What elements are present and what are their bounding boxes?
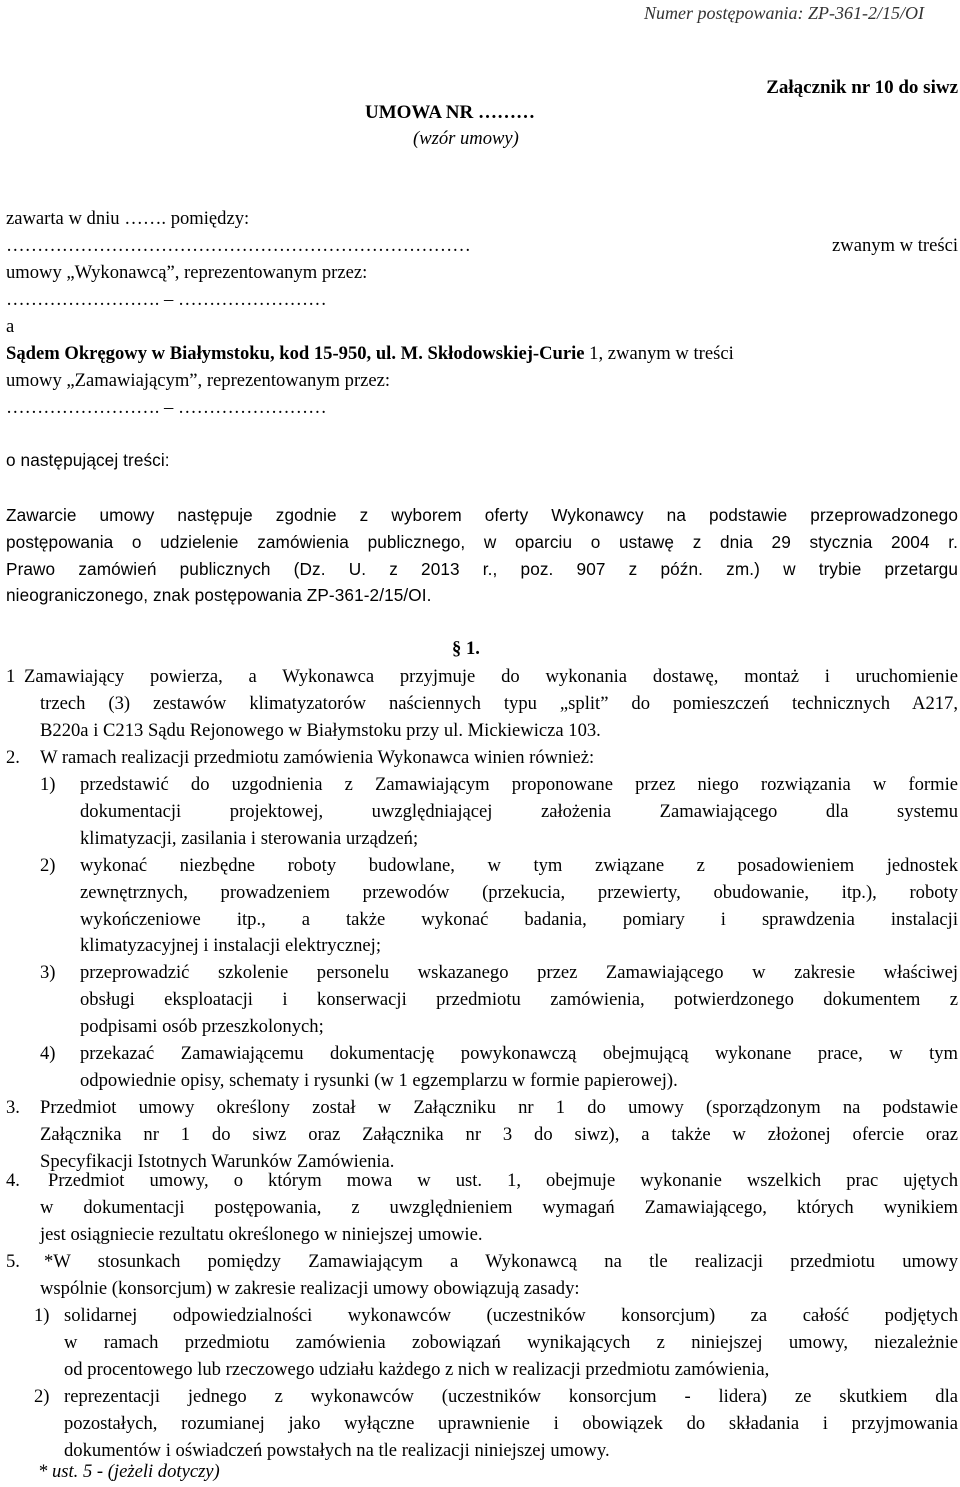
- item-number: 1): [40, 774, 56, 795]
- item-line: w ramach przedmiotu zamówienia zobowiązań wynikających z niniejszej umowy, niezależnie: [64, 1331, 958, 1353]
- intro-paragraph: [6, 502, 958, 609]
- annex-label: Załącznik nr 10 do siwz: [766, 77, 958, 98]
- item-number: 1): [34, 1305, 50, 1326]
- item-line: przedstawić do uzgodnienia z Zamawiającym proponowane przez niego rozwiązania w formie: [80, 774, 958, 795]
- clause-3: [40, 1095, 958, 1175]
- clause-line: Zamawiający powierza, a Wykonawca przyjmuje do wykonania dostawę, montaż i uruchomienie: [24, 666, 958, 687]
- item-line: pozostałych, rozumianej jako wyłączne uprawnienie i obowiązek do składania i przyjmowania: [64, 1412, 958, 1434]
- clause-line: *W stosunkach pomiędzy Zamawiającym a Wykonawcą na tle realizacji przedmiotu umowy: [44, 1251, 958, 1272]
- clause-line: B220a i C213 Sądu Rejonowego w Białymstoku przy ul. Mickiewicza 103.: [40, 719, 601, 741]
- item-number: 4): [40, 1043, 56, 1064]
- ordering-party-called: 1, zwanym w treści: [584, 343, 734, 364]
- footnote: * ust. 5 - (jeżeli dotyczy): [38, 1461, 220, 1482]
- clause-number: 5.: [6, 1251, 20, 1272]
- item-line: podpisami osób przeszkolonych;: [80, 1015, 324, 1037]
- item-line: wykonać niezbędne roboty budowlane, w tym związane z posadowieniem jednostek: [80, 855, 958, 876]
- contractor-dots: …………………………………………………………………: [6, 235, 471, 256]
- clause-number: 1: [6, 666, 16, 687]
- clause-line: Załącznika nr 1 do siwz oraz Załącznika nr 3 do siwz), a także w złożonej ofercie oraz: [40, 1123, 958, 1145]
- intro-line: postępowania o udzielenie zamówienia publicznego, w oparciu o ustawę z dnia 29 stycznia 2004 r.: [6, 531, 958, 552]
- ordering-party-representation: umowy „Zamawiającym”, reprezentowanym przez:: [6, 370, 391, 391]
- item-line: od procentowego lub rzeczowego udziału każdego z nich w realizacji przedmiotu zamówienia,: [64, 1358, 770, 1380]
- procedure-number: Numer postępowania: ZP-361-2/15/OI: [644, 3, 924, 23]
- item-line: klimatyzacji, zasilania i sterowania urządzeń;: [80, 827, 419, 849]
- clause-line: jest osiągniecie rezultatu określonego w niniejszej umowie.: [40, 1223, 483, 1245]
- clause-line: trzech (3) zestawów klimatyzatorów naściennych typu „split” do pomieszczeń technicznych A217,: [40, 693, 958, 714]
- intro-line: Zawarcie umowy następuje zgodnie z wyborem oferty Wykonawcy na podstawie przeprowadzonego: [6, 505, 958, 525]
- contract-subtitle: (wzór umowy): [413, 128, 519, 149]
- item-line: reprezentacji jednego z wykonawców (uczestników konsorcjum - lidera) ze skutkiem dla: [64, 1386, 958, 1407]
- item-line: przeprowadzić szkolenie personelu wskazanego przez Zamawiającego w zakresie właściwej: [80, 962, 958, 983]
- clause-2-item-4: [80, 1041, 958, 1095]
- clause-4: [48, 1168, 958, 1195]
- clause-line: Przedmiot umowy określony został w Załączniku nr 1 do umowy (sporządzonym na podstawie: [40, 1097, 958, 1118]
- item-number: 2): [40, 855, 56, 876]
- clause-line: w dokumentacji postępowania, z uwzględnieniem wymagań Zamawiającego, których wynikiem: [40, 1197, 958, 1218]
- clause-1: [24, 664, 958, 691]
- item-line: przekazać Zamawiającemu dokumentację powykonawczą obejmującą wykonane prace, w tym: [80, 1043, 958, 1064]
- clause-number: 4.: [6, 1170, 20, 1191]
- ordering-party-line: [6, 341, 958, 368]
- clause-4-cont: [40, 1195, 958, 1249]
- clause-5-item-1: [64, 1303, 958, 1383]
- ordering-party-name: Sądem Okręgowy w Białymstoku, kod 15-950, ul. M. Skłodowskiej-Curie: [6, 343, 585, 364]
- item-line: dokumentacji projektowej, uwzględniającej założenia Zamawiającego dla systemu: [80, 800, 958, 822]
- item-line: dokumentów i oświadczeń powstałych na tle realizacji niniejszej umowy.: [64, 1439, 610, 1461]
- contractor-called-label: zwanym w treści: [832, 235, 958, 256]
- following-content-label: o następującej treści:: [6, 450, 170, 470]
- contractor-representative-dots: ……………………. – ……………………: [6, 289, 327, 310]
- item-number: 3): [40, 962, 56, 983]
- ordering-party-representative-dots: ……………………. – ……………………: [6, 397, 327, 418]
- clause-number: 2.: [6, 747, 20, 768]
- section-heading: § 1.: [452, 638, 480, 659]
- clause-2-item-1: [80, 772, 958, 852]
- clause-2: W ramach realizacji przedmiotu zamówienia Wykonawca winien również:: [40, 747, 595, 768]
- clause-number: 3.: [6, 1097, 20, 1118]
- intro-line: nieograniczonego, znak postępowania ZP-361-2/15/OI.: [6, 585, 432, 606]
- clause-5-item-2: [64, 1384, 958, 1464]
- clause-line: Przedmiot umowy, o którym mowa w ust. 1, obejmuje wykonanie wszelkich prac ujętych: [48, 1170, 958, 1191]
- item-line: solidarnej odpowiedzialności wykonawców (uczestników konsorcjum) za całość podjętych: [64, 1305, 958, 1326]
- conjunction-a: a: [6, 316, 15, 337]
- clause-5: [44, 1249, 958, 1276]
- clause-2-item-2: [80, 853, 958, 960]
- clause-2-item-3: [80, 960, 958, 1040]
- contract-title: UMOWA NR ………: [365, 102, 535, 123]
- clause-line: Specyfikacji Istotnych Warunków Zamówienia.: [40, 1150, 395, 1172]
- item-line: klimatyzacyjnej i instalacji elektrycznej;: [80, 935, 381, 957]
- item-line: odpowiednie opisy, schematy i rysunki (w 1 egzemplarzu w formie papierowej).: [80, 1069, 678, 1091]
- intro-line: Prawo zamówień publicznych (Dz. U. z 2013 r., poz. 907 z późn. zm.) w trybie przetargu: [6, 558, 958, 579]
- item-number: 2): [34, 1386, 50, 1407]
- clause-5-cont: wspólnie (konsorcjum) w zakresie realizacji umowy obowiązują zasady:: [40, 1278, 580, 1299]
- item-line: obsługi eksploatacji i konserwacji przedmiotu zamówienia, potwierdzonego dokumentem z: [80, 988, 958, 1010]
- item-line: zewnętrznych, prowadzeniem przewodów (przekucia, przewierty, obudowanie, itp.), roboty: [80, 881, 958, 903]
- item-line: wykończeniowe itp., a także wykonać badania, pomiary i sprawdzenia instalacji: [80, 908, 958, 930]
- contract-date-line: zawarta w dniu ……. pomiędzy:: [6, 208, 250, 229]
- contractor-representation: umowy „Wykonawcą”, reprezentowanym przez:: [6, 262, 368, 283]
- clause-1-cont: [40, 691, 958, 745]
